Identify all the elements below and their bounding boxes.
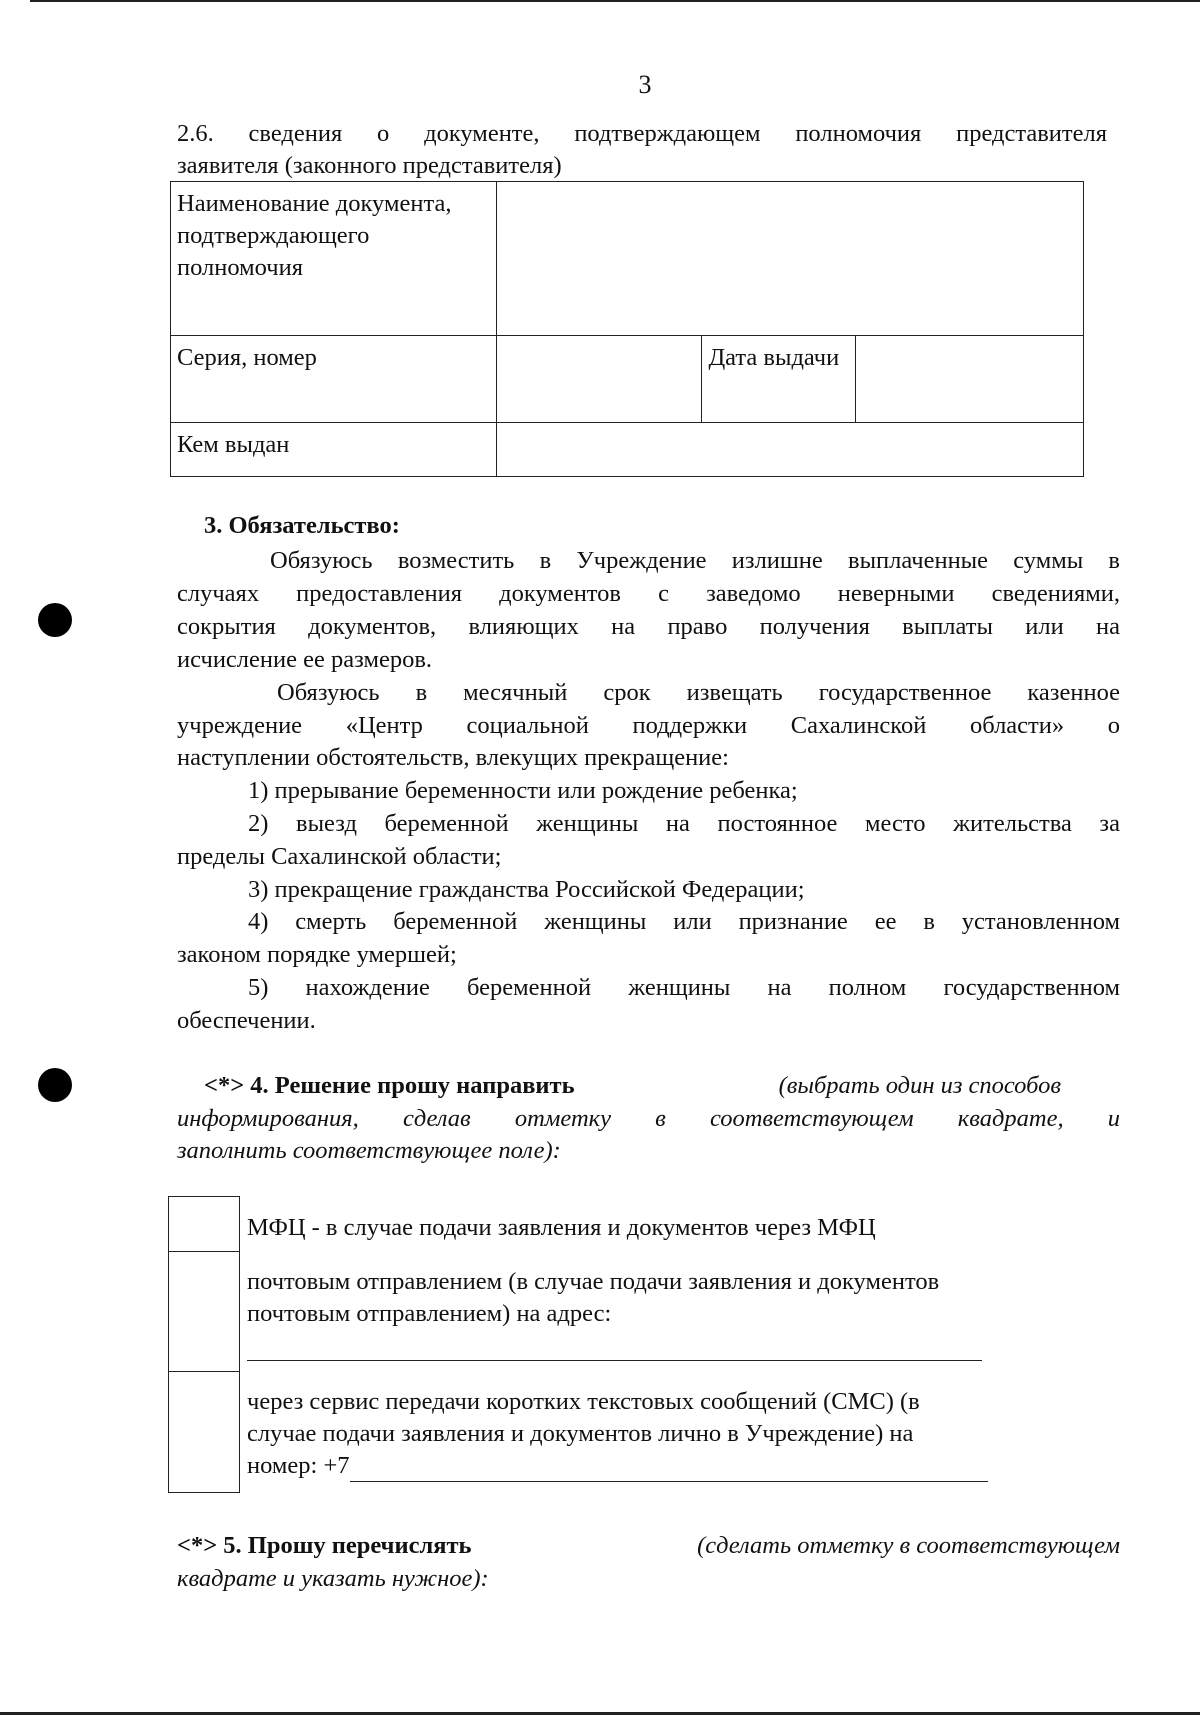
punch-hole-icon [38, 603, 72, 637]
series-number-field[interactable] [496, 336, 702, 423]
obligation-p1-line: сокрытия документов, влияющих на право получения выплаты или на [177, 613, 1120, 640]
obligation-item: 4) смерть беременной женщины или признание ее в установленном [248, 908, 1120, 935]
obligation-p1-line: исчисление ее размеров. [177, 646, 433, 673]
section-3-heading: 3. Обязательство: [204, 512, 400, 539]
checkbox-sms[interactable] [168, 1371, 240, 1493]
issued-by-label: Кем выдан [171, 423, 497, 477]
checkbox-post[interactable] [168, 1250, 240, 1372]
obligation-item: 3) прекращение гражданства Российской Федерации; [248, 876, 805, 903]
section-5-instruction-cont: квадрате и указать нужное): [177, 1565, 489, 1592]
option-mfc-label: МФЦ - в случае подачи заявления и документов через МФЦ [247, 1214, 876, 1241]
post-address-field[interactable] [247, 1330, 982, 1361]
section-4-title: <*> 4. Решение прошу направить [204, 1072, 575, 1099]
section-2-6-title: 2.6. сведения о документе, подтверждающем полномочия представителя [177, 120, 1107, 147]
issue-date-field[interactable] [856, 336, 1084, 423]
section-4-instruction: (выбрать один из способов [778, 1072, 1061, 1099]
scan-top-edge [30, 0, 1200, 2]
phone-row [247, 1450, 988, 1482]
section-5-heading [177, 1530, 1120, 1562]
checkbox-mfc[interactable] [168, 1196, 240, 1252]
doc-name-field[interactable] [496, 182, 1083, 336]
section-5-title: <*> 5. Прошу перечислять [177, 1532, 472, 1559]
option-sms-label-cont: случае подачи заявления и документов лично в Учреждение) на [247, 1420, 914, 1447]
option-sms-label: через сервис передачи коротких текстовых сообщений (СМС) (в [247, 1388, 920, 1415]
obligation-item-cont: законом порядке умершей; [177, 941, 457, 968]
obligation-item: 2) выезд беременной женщины на постоянное место жительства за [248, 810, 1120, 837]
page-number: 3 [638, 70, 652, 99]
obligation-item: 5) нахождение беременной женщины на полном государственном [248, 974, 1120, 1001]
section-2-6-title-cont: заявителя (законного представителя) [177, 152, 562, 179]
section-5-instruction: (сделать отметку в соответствующем [697, 1532, 1120, 1559]
phone-number-field[interactable] [350, 1451, 988, 1482]
doc-name-label: Наименование документа, подтверждающего полномочия [171, 182, 497, 336]
obligation-p2-line: наступлении обстоятельств, влекущих прекращение: [177, 744, 729, 771]
section-4-instruction-cont: заполнить соответствующее поле): [177, 1137, 561, 1164]
obligation-p1-line: Обязуюсь возместить в Учреждение излишне выплаченные суммы в [270, 547, 1120, 574]
obligation-item-cont: пределы Сахалинской области; [177, 843, 502, 870]
option-post-label-cont: почтовым отправлением) на адрес: [247, 1300, 612, 1327]
section-4-instruction-cont: информирования, сделав отметку в соответствующем квадрате, и [177, 1105, 1120, 1132]
issue-date-label: Дата выдачи [702, 336, 856, 423]
obligation-item-cont: обеспечении. [177, 1007, 316, 1034]
obligation-p2-line: Обязуюсь в месячный срок извещать государственное казенное [277, 679, 1120, 706]
authority-document-table [170, 181, 1084, 477]
phone-label: номер: +7 [247, 1452, 350, 1479]
option-post-label: почтовым отправлением (в случае подачи заявления и документов [247, 1268, 940, 1295]
series-number-label: Серия, номер [171, 336, 497, 423]
obligation-p2-line: учреждение «Центр социальной поддержки Сахалинской области» о [177, 712, 1120, 739]
issued-by-field[interactable] [496, 423, 1083, 477]
section-4-heading [204, 1070, 1061, 1102]
obligation-p1-line: случаях предоставления документов с заведомо неверными сведениями, [177, 580, 1120, 607]
obligation-item: 1) прерывание беременности или рождение ребенка; [248, 777, 798, 804]
punch-hole-icon [38, 1068, 72, 1102]
scan-bottom-edge [0, 1712, 1200, 1715]
